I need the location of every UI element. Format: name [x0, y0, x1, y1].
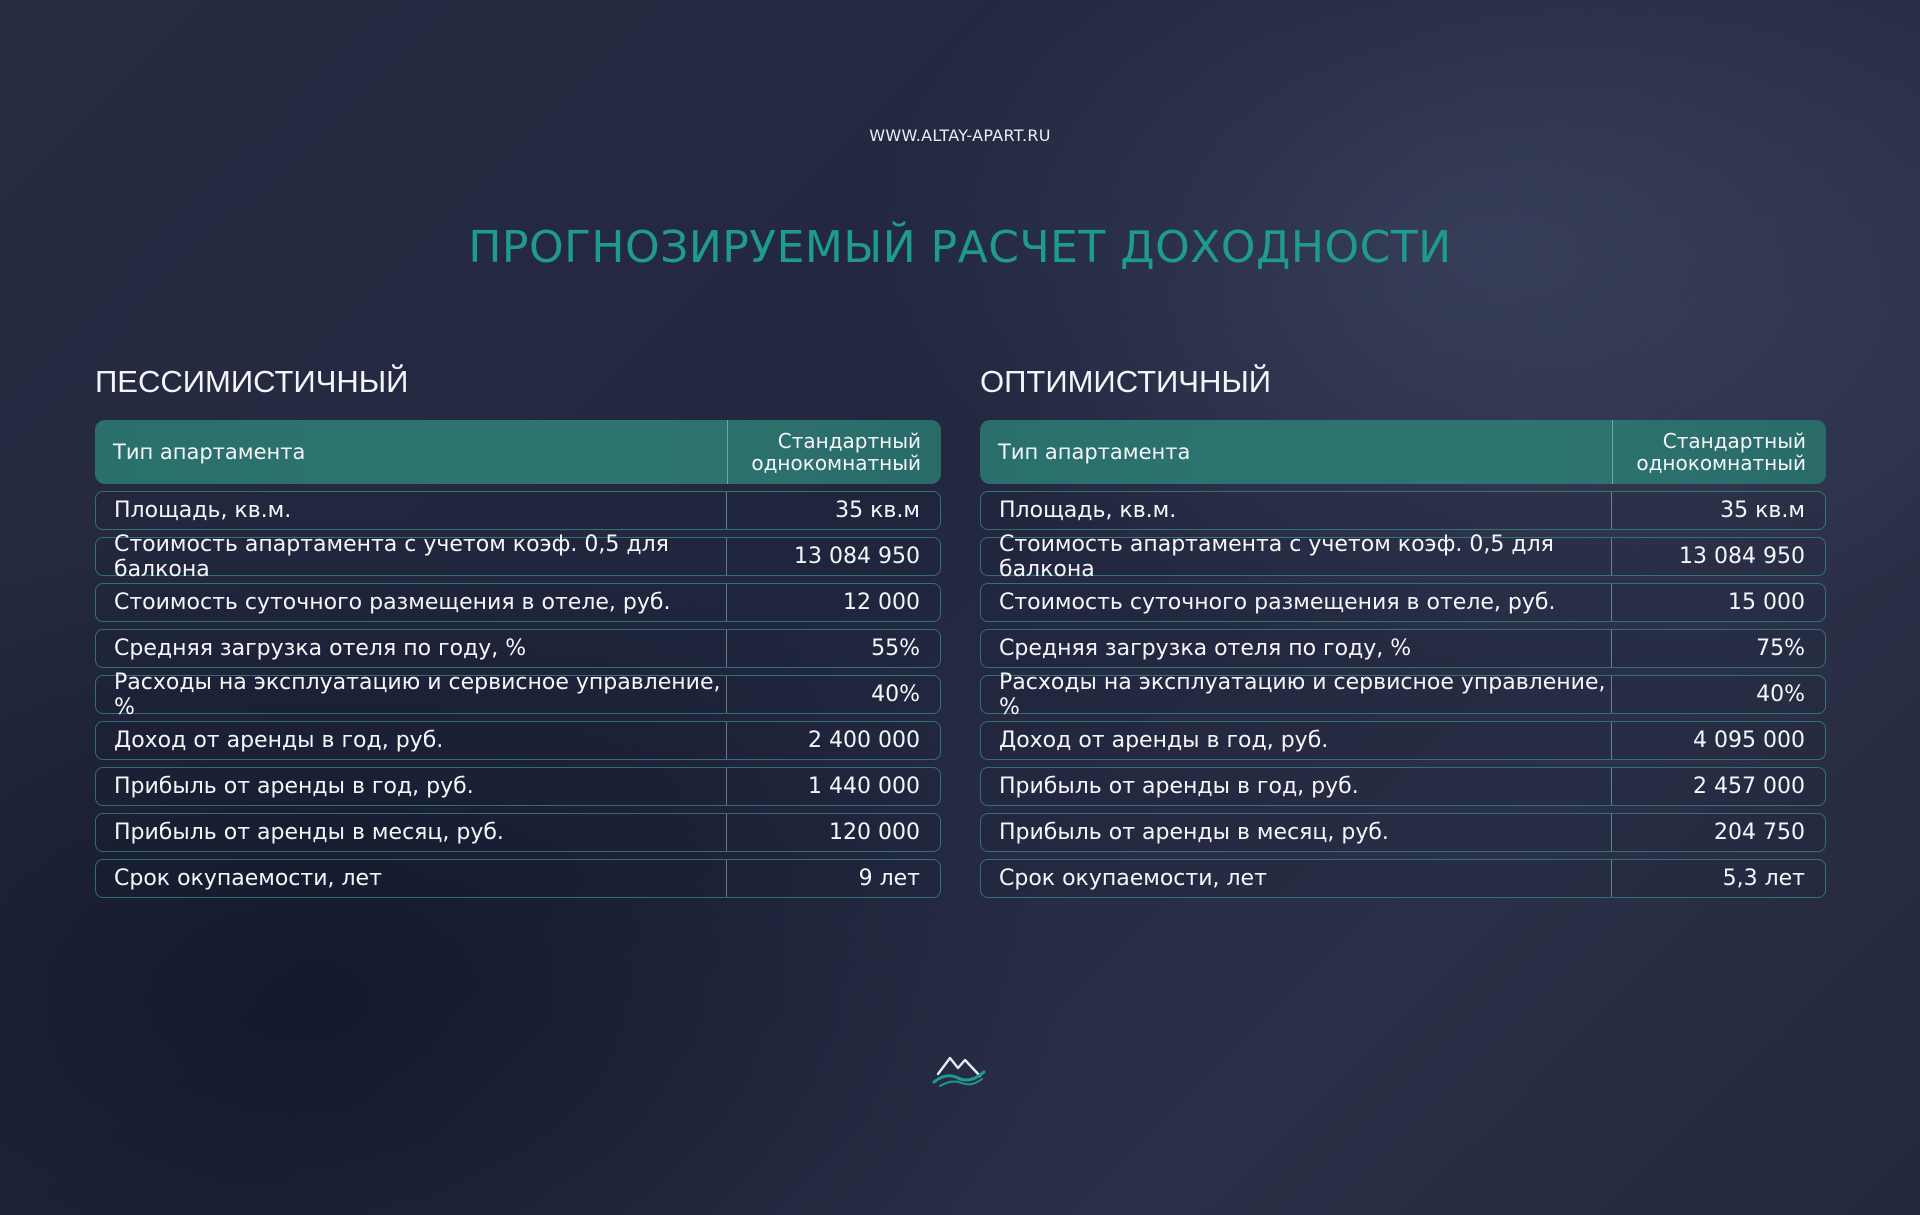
row-value: 15 000 [1728, 590, 1805, 615]
header-label: Тип апартамента [980, 420, 1613, 484]
table-row [980, 583, 1826, 622]
row-value: 9 лет [858, 866, 920, 891]
row-label: Доход от аренды в год, руб. [96, 722, 727, 759]
table-row [980, 721, 1826, 760]
row-label: Прибыль от аренды в год, руб. [981, 768, 1612, 805]
row-value: 2 400 000 [808, 728, 920, 753]
table-row [980, 629, 1826, 668]
row-label: Площадь, кв.м. [96, 492, 727, 529]
row-value: 5,3 лет [1722, 866, 1805, 891]
table-row [980, 813, 1826, 852]
scenario-title: ПЕССИМИСТИЧНЫЙ [95, 364, 409, 399]
row-label: Срок окупаемости, лет [981, 860, 1612, 897]
row-label: Прибыль от аренды в месяц, руб. [96, 814, 727, 851]
row-value: 13 084 950 [1679, 544, 1805, 569]
page-title: ПРОГНОЗИРУЕМЫЙ РАСЧЕТ ДОХОДНОСТИ [468, 222, 1452, 273]
table-row [980, 669, 1826, 720]
site-url[interactable]: WWW.ALTAY-APART.RU [869, 126, 1051, 145]
row-label: Стоимость суточного размещения в отеле, руб. [96, 584, 727, 621]
header-value: Стандартный однокомнатный [1636, 429, 1806, 475]
row-value: 13 084 950 [794, 544, 920, 569]
row-value: 12 000 [843, 590, 920, 615]
mountain-wave-logo-icon [932, 1048, 988, 1090]
row-label: Доход от аренды в год, руб. [981, 722, 1612, 759]
row-value: 40% [871, 682, 920, 707]
table-header [95, 420, 941, 484]
row-value: 4 095 000 [1693, 728, 1805, 753]
row-value: 40% [1756, 682, 1805, 707]
row-value: 204 750 [1714, 820, 1805, 845]
table-row [980, 491, 1826, 530]
row-label: Средняя загрузка отеля по году, % [96, 630, 727, 667]
row-label: Стоимость апартамента с учетом коэф. 0,5 для балкона [981, 538, 1612, 575]
table-row [980, 859, 1826, 898]
table-header [980, 420, 1826, 484]
table-row [95, 583, 941, 622]
row-value: 35 кв.м [1720, 498, 1805, 523]
row-label: Стоимость суточного размещения в отеле, руб. [981, 584, 1612, 621]
table-row [980, 531, 1826, 582]
table-row [95, 669, 941, 720]
row-label: Расходы на эксплуатацию и сервисное управление, % [96, 676, 727, 713]
row-value: 35 кв.м [835, 498, 920, 523]
row-value: 75% [1756, 636, 1805, 661]
scenario-title: ОПТИМИСТИЧНЫЙ [980, 364, 1272, 399]
table-row [95, 767, 941, 806]
table-row [95, 721, 941, 760]
row-value: 55% [871, 636, 920, 661]
table-row [95, 859, 941, 898]
row-label: Площадь, кв.м. [981, 492, 1612, 529]
table-row [980, 767, 1826, 806]
header-label: Тип апартамента [95, 420, 728, 484]
row-label: Прибыль от аренды в год, руб. [96, 768, 727, 805]
table-row [95, 813, 941, 852]
row-label: Срок окупаемости, лет [96, 860, 727, 897]
table-row [95, 531, 941, 582]
table-row [95, 491, 941, 530]
row-label: Стоимость апартамента с учетом коэф. 0,5 для балкона [96, 538, 727, 575]
scenario-optimistic [980, 360, 1826, 905]
row-label: Средняя загрузка отеля по году, % [981, 630, 1612, 667]
row-label: Расходы на эксплуатацию и сервисное управление, % [981, 676, 1612, 713]
row-value: 2 457 000 [1693, 774, 1805, 799]
row-value: 120 000 [829, 820, 920, 845]
scenario-pessimistic [95, 360, 941, 905]
header-value: Стандартный однокомнатный [751, 429, 921, 475]
table-row [95, 629, 941, 668]
row-value: 1 440 000 [808, 774, 920, 799]
row-label: Прибыль от аренды в месяц, руб. [981, 814, 1612, 851]
